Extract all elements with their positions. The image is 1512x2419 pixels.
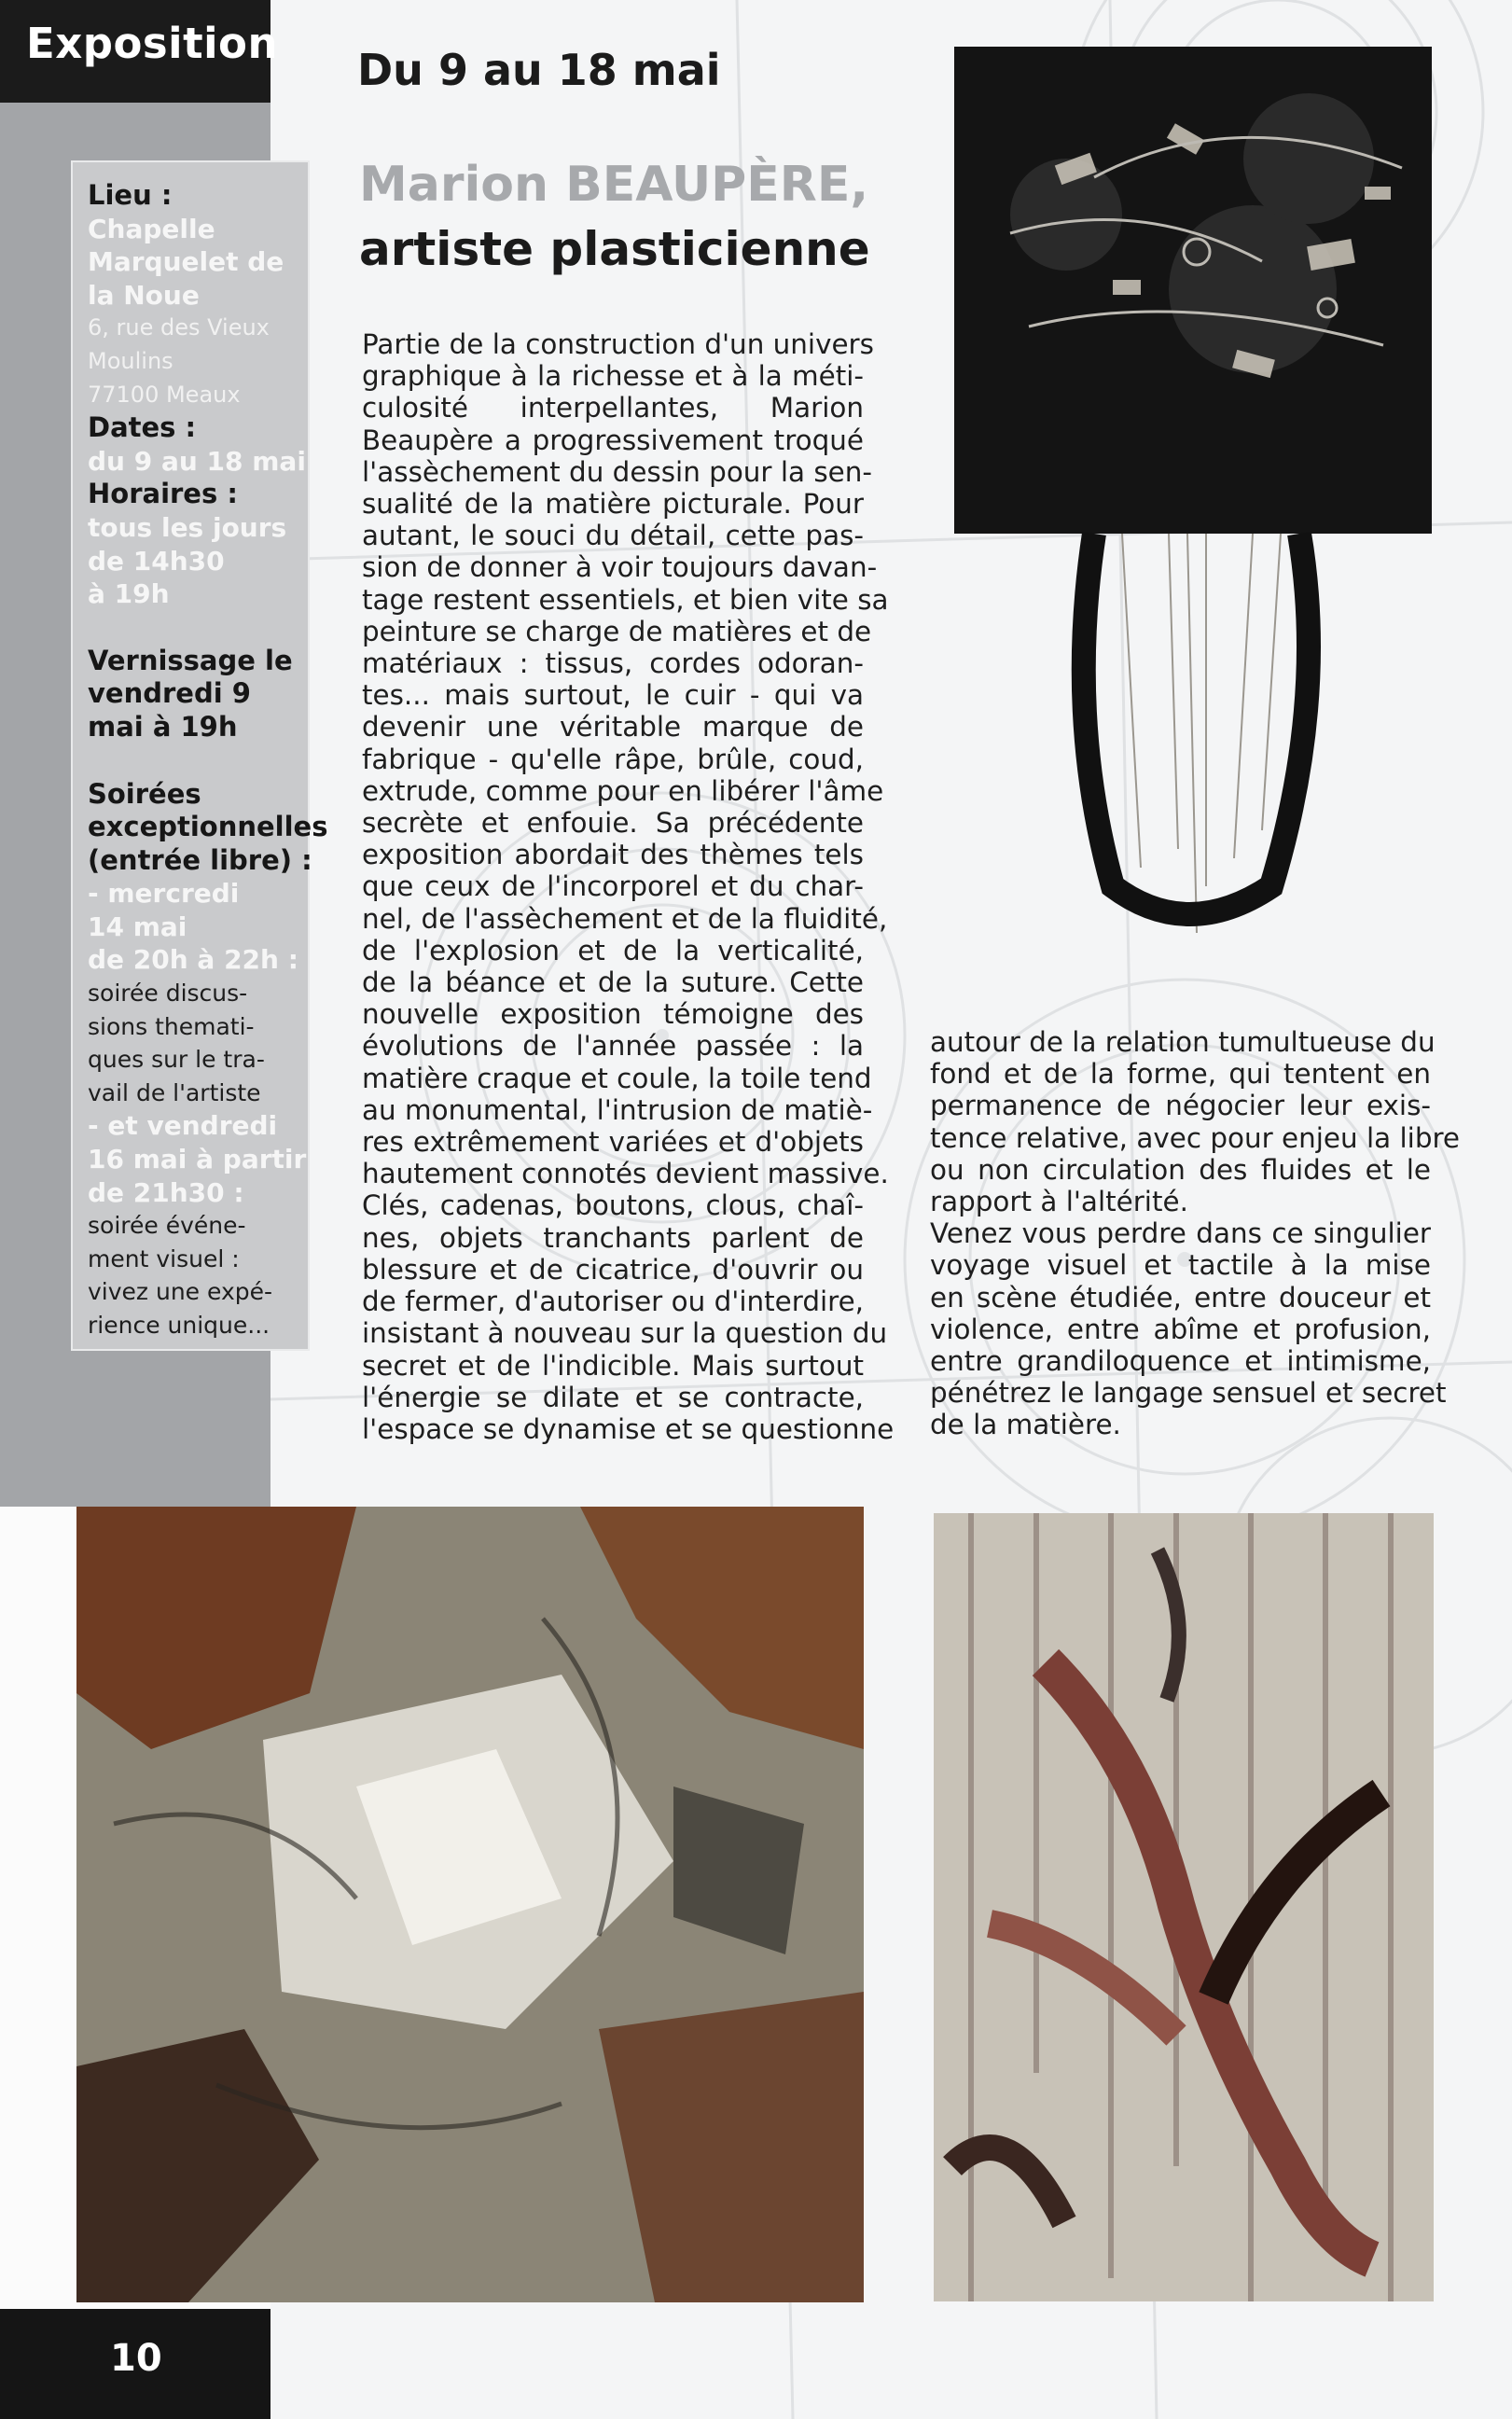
soirees-title: Soirées <box>88 777 201 810</box>
article-line: rapport à l'altérité. <box>930 1186 1188 1218</box>
exhibition-dates-heading: Du 9 au 18 mai <box>357 45 721 95</box>
event2-desc: vivez une expé- <box>88 1278 273 1306</box>
article-line: peinture se charge de matières et de <box>362 615 872 647</box>
article-line: évolutions de l'année passée : la <box>362 1030 864 1063</box>
article-line: culosité interpellantes, Marion <box>362 392 864 424</box>
article-line: graphique à la richesse et à la méti- <box>362 360 864 393</box>
section-tab <box>0 0 278 103</box>
article-line: matière craque et coule, la toile tend <box>362 1062 872 1094</box>
vernissage-line: mai à 19h <box>88 710 238 743</box>
article-line: insistant à nouveau sur la question du <box>362 1317 888 1350</box>
hours-value: à 19h <box>88 578 170 610</box>
address-line: 6, rue des Vieux <box>88 314 270 341</box>
article-line: autour de la relation tumultueuse du <box>930 1026 1436 1058</box>
event1-when: 14 mai <box>88 911 187 942</box>
article-line: permanence de négocier leur exis- <box>930 1090 1431 1122</box>
event-info-box <box>71 160 328 1351</box>
article-line: devenir une véritable marque de <box>362 711 864 744</box>
artist-role-heading: artiste plasticienne <box>359 222 870 276</box>
article-line: l'assèchement du dessin pour la sen- <box>362 455 872 488</box>
event2-desc: soirée événe- <box>88 1212 246 1240</box>
article-line: Partie de la construction d'un univers <box>362 328 874 360</box>
event2-when: de 21h30 : <box>88 1176 244 1208</box>
article-line: hautement connotés devient massive. <box>362 1158 889 1190</box>
article-line: fond et de la forme, qui tentent en <box>930 1058 1431 1091</box>
page-number: 10 <box>110 2337 162 2380</box>
hours-label: Horaires : <box>88 478 238 510</box>
article-line: ou non circulation des fluides et le <box>930 1153 1431 1186</box>
article-line: tence relative, avec pour enjeu la libre <box>930 1121 1460 1154</box>
location-label: Lieu : <box>88 179 173 211</box>
article-line: Venez vous perdre dans ce singulier <box>930 1217 1431 1250</box>
section-tab-label: Exposition <box>26 19 278 68</box>
article-line: voyage visuel et tactile à la mise <box>930 1249 1431 1282</box>
article-line: pénétrez le langage sensuel et secret <box>930 1377 1447 1410</box>
artwork-painting-figure-image <box>934 1513 1434 2301</box>
hours-value: tous les jours <box>88 511 287 543</box>
artist-name-heading: Marion BEAUPÈRE, <box>359 157 869 213</box>
article-line: tage restent essentiels, et bien vite sa <box>362 583 889 616</box>
event2-when: - et vendredi <box>88 1110 278 1142</box>
article-line: res extrêmement variées et d'objets <box>362 1126 864 1159</box>
article-line: sualité de la matière picturale. Pour <box>362 488 864 521</box>
article-line: exposition abordait des thèmes tels <box>362 839 864 871</box>
article-line: secret et de l'indicible. Mais surtout <box>362 1349 864 1382</box>
article-line: au monumental, l'intrusion de matiè- <box>362 1093 873 1126</box>
address-line: 77100 Meaux <box>88 381 241 408</box>
soirees-title: exceptionnelles <box>88 811 328 843</box>
article-line: en scène étudiée, entre douceur et <box>930 1281 1431 1314</box>
article-line: secrète et enfouie. Sa précédente <box>362 807 864 840</box>
article-line: tes... mais surtout, le cuir - qui va <box>362 679 864 712</box>
address-line: Moulins <box>88 347 173 374</box>
vernissage-line: vendredi 9 <box>88 677 251 710</box>
venue-line: Chapelle <box>88 213 215 244</box>
article-line: nouvelle exposition témoigne des <box>362 998 864 1031</box>
article-line: Clés, cadenas, boutons, clous, chaî- <box>362 1189 864 1222</box>
page-number-box <box>0 2309 270 2419</box>
article-column-2 <box>930 1026 1460 1441</box>
article-line: l'espace se dynamise et se questionne <box>362 1412 895 1445</box>
article-line: extrude, comme pour en libérer l'âme <box>362 774 884 807</box>
article-line: blessure et de cicatrice, d'ouvrir ou <box>362 1253 864 1286</box>
article-column-1 <box>362 328 895 1445</box>
dates-label: Dates : <box>88 411 197 444</box>
article-line: de l'explosion et de la verticalité, <box>362 934 864 966</box>
event1-desc: soirée discus- <box>88 980 248 1008</box>
article-line: de la béance et de la suture. Cette <box>362 966 864 999</box>
event2-when: 16 mai à partir <box>88 1144 307 1175</box>
article-line: entre grandiloquence et intimisme, <box>930 1345 1431 1378</box>
article-line: autant, le souci du détail, cette pas- <box>362 520 864 552</box>
article-line: nes, objets tranchants parlent de <box>362 1221 864 1254</box>
vernissage-line: Vernissage le <box>88 644 293 676</box>
article-line: violence, entre abîme et profusion, <box>930 1313 1431 1345</box>
event1-desc: vail de l'artiste <box>88 1078 261 1106</box>
event1-desc: sions themati- <box>88 1012 255 1040</box>
venue-line: Marquelet de <box>88 246 284 278</box>
article-line: fabrique - qu'elle râpe, brûle, coud, <box>362 743 864 775</box>
article-line: Beaupère a progressivement troqué <box>362 424 864 456</box>
article-line: de fermer, d'autoriser ou d'interdire, <box>362 1286 864 1318</box>
dates-value: du 9 au 18 mai <box>88 445 306 477</box>
artwork-assemblage-drawing <box>954 47 1432 953</box>
event1-desc: ques sur le tra- <box>88 1046 265 1074</box>
event2-desc: ment visuel : <box>88 1244 240 1272</box>
article-line: l'énergie se dilate et se contracte, <box>362 1381 864 1413</box>
article-line: sion de donner à voir toujours davan- <box>362 551 878 584</box>
soirees-title: (entrée libre) : <box>88 843 312 876</box>
event2-desc: rience unique... <box>88 1312 270 1339</box>
artwork-painting-abstract-image <box>76 1507 864 2302</box>
hours-value: de 14h30 <box>88 545 225 577</box>
article-line: de la matière. <box>930 1409 1121 1441</box>
article-line: nel, de l'assèchement et de la fluidité, <box>362 902 888 935</box>
event1-when: - mercredi <box>88 878 240 910</box>
article-line: matériaux : tissus, cordes odoran- <box>362 647 864 680</box>
venue-line: la Noue <box>88 279 200 311</box>
article-line: que ceux de l'incorporel et du char- <box>362 870 864 903</box>
event1-when: de 20h à 22h : <box>88 944 298 976</box>
